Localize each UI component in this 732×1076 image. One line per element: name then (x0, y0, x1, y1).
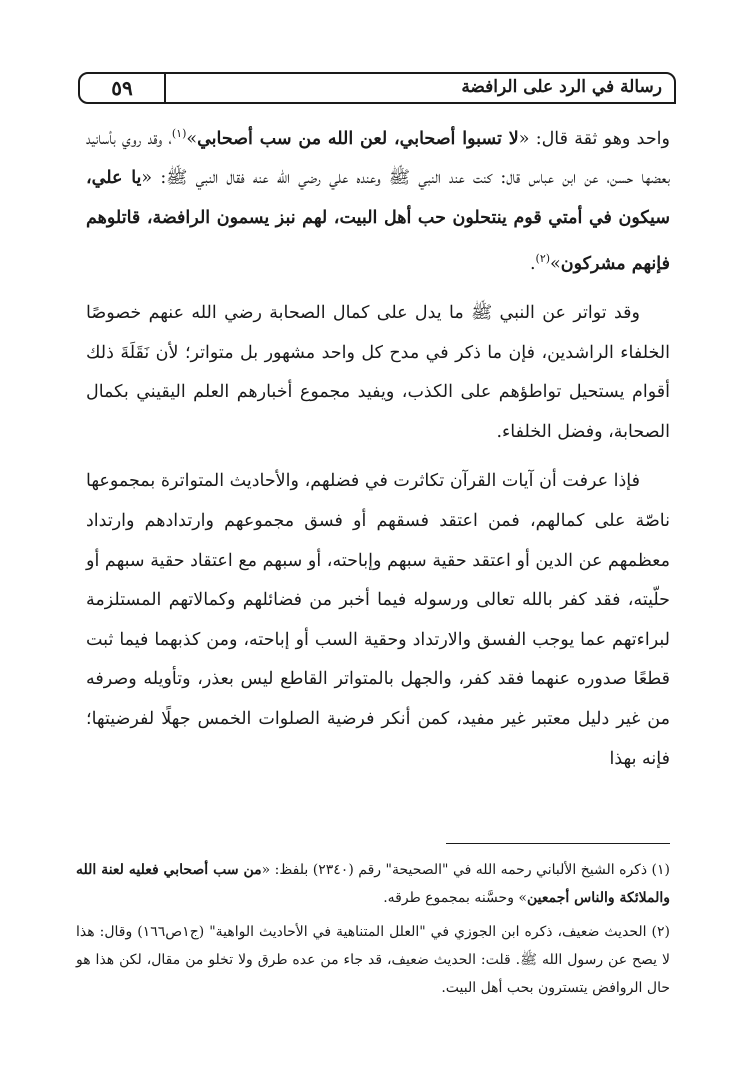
footnote-divider (446, 843, 670, 844)
text-segment: » (550, 253, 561, 274)
footnote (76, 856, 670, 912)
paragraph (86, 114, 670, 284)
page-header (78, 72, 676, 104)
text-segment: » وحسَّنه بمجموع طرقه. (383, 890, 527, 906)
page-number: ٥٩ (80, 72, 166, 104)
footnotes (76, 856, 670, 1008)
footnote-ref: (١) (171, 127, 187, 140)
hadith-quote: يا علي، سيكون في أمتي قوم ينتحلون حب أهل البيت، لهم نبز يسمون الرافضة، قاتلوهم فإنهم مشركون (86, 168, 670, 274)
paragraph (86, 294, 670, 452)
text-segment: » (186, 128, 198, 149)
text-segment: . (529, 253, 536, 274)
paragraph (86, 462, 670, 779)
footnote (76, 918, 670, 1002)
text-segment: واحد وهو ثقة قال: « (518, 128, 670, 149)
main-text (86, 114, 670, 789)
running-title: رسالة في الرد على الرافضة (461, 77, 662, 97)
text-segment: (١) ذكره الشيخ الألباني رحمه الله في "الصحيحة" رقم (٢٣٤٠) بلفظ: « (261, 862, 671, 878)
text-segment: (٢) الحديث ضعيف، ذكره ابن الجوزي في "العلل المتناهية في الأحاديث الواهية" (ج١ص١٦٦) وقال: هذا لا يصح عن رسول الله ﷺ. قلت: الحديث ضعيف، قد جاء من عده طرق ولا تخلو من مقال، لكن هذا هو حال الروافض يتسترون بحب أهل البيت. (76, 924, 671, 996)
text-segment: فإذا عرفت أن آيات القرآن تكاثرت في فضلهم، والأحاديث المتواترة بمجموعها ناصّة على كمالهم، فمن اعتقد فسقهم أو فسق مجموعهم وارتدادهم وارتداد معظمهم عن الدين أو اعتقد حقية سبهم وإباحته، أو سبهم مع اعتقاد حقية سبهم أو حلّيته، فقد كفر بالله تعالى ورسوله فيما أخبر من فضائلهم وكمالاتهم المستلزمة لبراءتهم عما يوجب الفسق والارتداد وحقية السب أو إباحته، ومن كذبهما فيما ثبت قطعًا صدوره عنهما فقد كفر، والجهل بالمتواتر القاطع ليس بعذر، وتأويله وصرفه من غير دليل معتبر غير مفيد، كمن أنكر فرضية الصلوات الخمس جهلًا لفرضيتها؛ فإنه بهذا (86, 471, 670, 769)
hadith-quote: من سب أصحابي فعليه لعنة الله والملائكة والناس أجمعين (76, 862, 670, 906)
hadith-quote: لا تسبوا أصحابي، لعن الله من سب أصحابي (197, 128, 519, 149)
footnote-ref: (٢) (535, 251, 551, 265)
text-segment: ، وقد روي بأسانيد بعضها حسن، عن ابن عباس قال: كنت عند النبي ﷺ وعنده علي رضي الله عنه فقال النبي ﷺ: « (86, 128, 671, 189)
text-segment: وقد تواتر عن النبي ﷺ ما يدل على كمال الصحابة رضي الله عنهم خصوصًا الخلفاء الراشدين، فإن ما ذكر في مدح كل واحد مشهور بل متواتر؛ لأن نَقَلَةَ ذلك أقوام يستحيل تواطؤهم على الكذب، ويفيد مجموع أخبارهم العلم اليقيني بكمال الصحابة، وفضل الخلفاء. (86, 303, 670, 442)
